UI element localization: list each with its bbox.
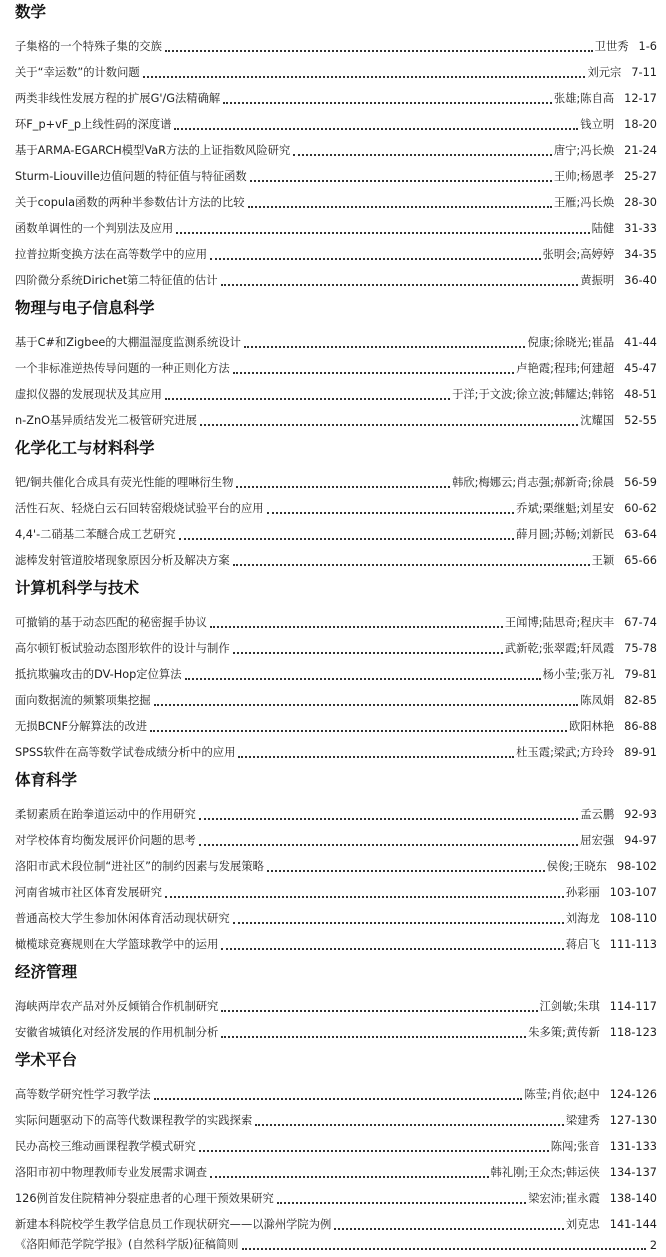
dot-leader — [185, 677, 541, 680]
entry-authors: 乔斌;栗继魁;刘星安 — [516, 502, 615, 515]
entry-authors: 刘克忠 — [565, 1218, 600, 1231]
entry-title: 虚拟仪器的发展现状及其应用 — [15, 388, 162, 401]
entry-pages: 52-55 — [624, 414, 657, 427]
entry-title: 抵抗欺骗攻击的DV-Hop定位算法 — [15, 668, 182, 681]
entry-title: 对学校体育均衡发展评价问题的思考 — [15, 834, 196, 847]
entry-pages: 25-27 — [624, 170, 657, 183]
section — [15, 768, 657, 960]
toc-entry[interactable] — [15, 926, 657, 952]
section-title: 计算机科学与技术 — [15, 579, 140, 597]
dot-leader — [210, 625, 503, 628]
entry-title: 海峡两岸农产品对外反倾销合作机制研究 — [15, 1000, 219, 1013]
toc-entry[interactable] — [15, 1154, 657, 1180]
dot-leader — [236, 485, 450, 488]
entry-pages: 131-133 — [609, 1140, 657, 1153]
section-spacer — [15, 288, 657, 296]
entry-pages: 94-97 — [624, 834, 657, 847]
toc-entry[interactable] — [15, 734, 657, 760]
dot-leader — [143, 75, 586, 78]
dot-leader — [221, 947, 564, 950]
entry-pages: 21-24 — [624, 144, 657, 157]
entry-authors: 杜玉霞;梁武;方玲玲 — [516, 746, 615, 759]
entry-authors: 唐宁;冯长焕 — [553, 144, 615, 157]
entry-authors: 王颖 — [591, 554, 615, 567]
entry-title: 基于ARMA-EGARCH模型VaR方法的上证指数风险研究 — [15, 144, 291, 157]
section — [15, 576, 657, 768]
entry-authors: 王帅;杨恩孝 — [553, 170, 615, 183]
toc-entry[interactable] — [15, 1206, 657, 1232]
entry-title: 高尔顿钉板试验动态图形软件的设计与制作 — [15, 642, 230, 655]
toc-entry[interactable] — [15, 106, 657, 132]
entry-title: 滤棒发射管道胶堵现象原因分析及解决方案 — [15, 554, 230, 567]
entry-title: 关于“幸运数”的计数问题 — [15, 66, 140, 79]
entry-authors: 江剑敏;朱琪 — [539, 1000, 600, 1013]
entry-pages: 114-117 — [609, 1000, 657, 1013]
toc-entry[interactable] — [15, 1128, 657, 1154]
toc-entry[interactable] — [15, 604, 657, 630]
entry-pages: 1-6 — [638, 40, 657, 53]
toc-entry[interactable] — [15, 630, 657, 656]
entry-authors: 沈耀国 — [580, 414, 615, 427]
entry-authors: 朱多策;黄传新 — [528, 1026, 600, 1039]
toc-entry[interactable] — [15, 184, 657, 210]
dot-leader — [199, 1149, 549, 1152]
dot-leader — [244, 345, 526, 348]
entry-title: 126例首发住院精神分裂症患者的心理干预效果研究 — [15, 1192, 274, 1205]
entry-authors: 武新乾;张翠霞;轩凤霞 — [504, 642, 615, 655]
entry-title: 关于copula函数的两种半参数估计方法的比较 — [15, 196, 245, 209]
entry-title: n-ZnO基异质结发光二极管研究进展 — [15, 414, 197, 427]
entry-pages: 118-123 — [609, 1026, 657, 1039]
dot-leader — [233, 563, 590, 566]
entry-title: 民办高校三维动画课程教学模式研究 — [15, 1140, 196, 1153]
entry-authors: 欧阳林艳 — [568, 720, 615, 733]
entry-title: 洛阳市武术段位制“进社区”的制约因素与发展策略 — [15, 860, 264, 873]
entry-pages: 31-33 — [624, 222, 657, 235]
entry-pages: 34-35 — [624, 248, 657, 261]
section-title: 学术平台 — [15, 1051, 78, 1069]
toc-entry[interactable] — [15, 28, 657, 54]
section — [15, 1048, 657, 1232]
dot-leader — [267, 869, 545, 872]
entry-authors: 倪康;徐晓光;崔晶 — [527, 336, 615, 349]
toc-entry[interactable] — [15, 822, 657, 848]
entry-authors: 屈宏强 — [580, 834, 615, 847]
dot-leader — [267, 511, 515, 514]
entry-pages: 7-11 — [631, 66, 657, 79]
dot-leader — [199, 843, 579, 846]
entry-pages: 141-144 — [609, 1218, 657, 1231]
toc-entry[interactable] — [15, 236, 657, 262]
entry-authors: 陆健 — [591, 222, 615, 235]
entry-authors: 卫世秀 — [594, 40, 629, 53]
entry-title: 活性石灰、轻烧白云石回转窑煅烧试验平台的应用 — [15, 502, 264, 515]
section-spacer — [15, 568, 657, 576]
entry-title: 四阶微分系统Dirichet第二特征值的估计 — [15, 274, 218, 287]
entry-authors: 钱立明 — [580, 118, 615, 131]
entry-pages: 45-47 — [624, 362, 657, 375]
section-title: 物理与电子信息科学 — [15, 299, 155, 317]
section — [15, 0, 657, 296]
dot-leader — [210, 257, 541, 260]
toc-entry[interactable] — [15, 874, 657, 900]
entry-pages: 67-74 — [624, 616, 657, 629]
entry-pages: 36-40 — [624, 274, 657, 287]
entry-authors: 陈闯;张音 — [550, 1140, 600, 1153]
toc-entry[interactable] — [15, 1076, 657, 1102]
entry-title: 基于C#和Zigbee的大棚温湿度监测系统设计 — [15, 336, 241, 349]
entry-pages: 56-59 — [624, 476, 657, 489]
entry-authors: 刘元宗 — [587, 66, 622, 79]
entry-title: 子集格的一个特殊子集的交族 — [15, 40, 162, 53]
dot-leader — [174, 127, 578, 130]
entry-pages: 103-107 — [609, 886, 657, 899]
dot-leader — [223, 101, 552, 104]
toc-entry[interactable] — [15, 708, 657, 734]
toc-entry[interactable] — [15, 682, 657, 708]
dot-leader — [233, 371, 515, 374]
section-spacer — [15, 952, 657, 960]
entry-pages: 111-113 — [609, 938, 657, 951]
entry-authors: 黄振明 — [580, 274, 615, 287]
dot-leader — [165, 49, 593, 52]
dot-leader — [248, 205, 552, 208]
section — [15, 296, 657, 436]
dot-leader — [150, 729, 567, 732]
entry-pages: 60-62 — [624, 502, 657, 515]
entry-authors: 王闻博;陆思奇;程庆丰 — [504, 616, 615, 629]
entry-authors: 孙彩丽 — [565, 886, 600, 899]
dot-leader — [221, 1035, 526, 1038]
toc-entry[interactable] — [15, 402, 657, 428]
entry-title: 钯/铜共催化合成具有荧光性能的哩啉衍生物 — [15, 476, 234, 489]
entry-authors: 张明会;高婷婷 — [542, 248, 615, 261]
toc-entry[interactable] — [15, 490, 657, 516]
toc-entry[interactable] — [15, 1014, 657, 1040]
toc-entry[interactable] — [15, 324, 657, 350]
entry-authors: 杨小莹;张万礼 — [542, 668, 615, 681]
entry-pages: 124-126 — [609, 1088, 657, 1101]
dot-leader — [334, 1227, 564, 1230]
toc-entry[interactable] — [15, 80, 657, 106]
entry-authors: 梁宏沛;崔永霞 — [528, 1192, 600, 1205]
dot-leader — [233, 651, 503, 654]
toc-entry[interactable] — [15, 988, 657, 1014]
toc-entry[interactable] — [15, 132, 657, 158]
section-spacer — [15, 760, 657, 768]
dot-leader — [210, 1175, 488, 1178]
entry-authors: 陈莹;肖依;赵中 — [524, 1088, 600, 1101]
entry-pages: 75-78 — [624, 642, 657, 655]
entry-title: 新建本科院校学生教学信息员工作现状研究——以滁州学院为例 — [15, 1218, 332, 1231]
entry-authors: 薛月圆;苏畅;刘新民 — [516, 528, 615, 541]
toc-entry[interactable] — [15, 158, 657, 184]
dot-leader — [255, 1123, 564, 1126]
toc-entry[interactable] — [15, 516, 657, 542]
dot-leader — [221, 1009, 537, 1012]
dot-leader — [165, 895, 564, 898]
dot-leader — [293, 153, 552, 156]
entry-title: 柔韧素质在跆拳道运动中的作用研究 — [15, 808, 196, 821]
entry-authors: 卢艳霞;程玮;何建超 — [516, 362, 615, 375]
toc-entry[interactable] — [15, 54, 657, 80]
dot-leader — [199, 817, 579, 820]
dot-leader — [165, 397, 450, 400]
entry-title: 无损BCNF分解算法的改进 — [15, 720, 148, 733]
section-title: 数学 — [15, 3, 47, 21]
toc-entry[interactable] — [15, 262, 657, 288]
entry-title: 环F_p+vF_p上线性码的深度谱 — [15, 118, 172, 131]
footer-title: 《洛阳师范学院学报》(自然科学版)征稿简则 — [15, 1238, 239, 1251]
section — [15, 436, 657, 576]
entry-pages: 86-88 — [624, 720, 657, 733]
entry-authors: 刘海龙 — [565, 912, 600, 925]
entry-title: SPSS软件在高等数学试卷成绩分析中的应用 — [15, 746, 236, 759]
entry-authors: 侯俊;王晓东 — [546, 860, 607, 873]
toc-entry[interactable] — [15, 350, 657, 376]
entry-title: 橄榄球竞赛规则在大学篮球教学中的运用 — [15, 938, 219, 951]
entry-authors: 韩欣;梅娜云;肖志强;郝新奇;徐晨 — [452, 476, 615, 489]
section — [15, 960, 657, 1048]
entry-title: 高等数学研究性学习教学法 — [15, 1088, 151, 1101]
toc-entry[interactable] — [15, 656, 657, 682]
toc-entry[interactable] — [15, 848, 657, 874]
entry-pages: 98-102 — [616, 860, 657, 873]
toc-entry[interactable] — [15, 210, 657, 236]
entry-title: 可撤销的基于动态匹配的秘密握手协议 — [15, 616, 208, 629]
entry-pages: 79-81 — [624, 668, 657, 681]
entry-pages: 82-85 — [624, 694, 657, 707]
entry-pages: 134-137 — [609, 1166, 657, 1179]
entry-authors: 于洋;于文波;徐立波;韩耀达;韩铭 — [452, 388, 615, 401]
entry-title: 一个非标准逆热传导问题的一种正则化方法 — [15, 362, 230, 375]
toc-entry[interactable] — [15, 376, 657, 402]
dot-leader — [154, 703, 579, 706]
entry-pages: 63-64 — [624, 528, 657, 541]
entry-pages: 92-93 — [624, 808, 657, 821]
entry-authors: 张雄;陈自高 — [553, 92, 615, 105]
dot-leader — [250, 179, 552, 182]
entry-pages: 108-110 — [609, 912, 657, 925]
dot-leader — [154, 1097, 523, 1100]
dot-leader — [200, 423, 578, 426]
section-title: 经济管理 — [15, 963, 78, 981]
toc-entry[interactable] — [15, 542, 657, 568]
section-title: 化学化工与材料科学 — [15, 439, 155, 457]
entry-authors: 陈凤娟 — [580, 694, 615, 707]
entry-title: 洛阳市初中物理教师专业发展需求调查 — [15, 1166, 208, 1179]
dot-leader — [179, 537, 514, 540]
entry-title: 两类非线性发展方程的扩展G'/G法精确解 — [15, 92, 221, 105]
entry-pages: 89-91 — [624, 746, 657, 759]
toc-entry[interactable] — [15, 796, 657, 822]
entry-pages: 127-130 — [609, 1114, 657, 1127]
section-spacer — [15, 428, 657, 436]
entry-title: Sturm-Liouville边值问题的特征值与特征函数 — [15, 170, 247, 183]
footer-page: 2 — [649, 1239, 657, 1252]
entry-authors: 王雁;冯长焕 — [553, 196, 615, 209]
dot-leader — [176, 231, 589, 234]
entry-title: 实际问题驱动下的高等代数课程教学的实践探索 — [15, 1114, 253, 1127]
entry-authors: 蒋启飞 — [565, 938, 600, 951]
entry-authors: 孟云鹏 — [580, 808, 615, 821]
entry-authors: 韩礼刚;王众杰;韩运侠 — [490, 1166, 600, 1179]
toc-entry[interactable] — [15, 1102, 657, 1128]
entry-title: 普通高校大学生参加休闲体育活动现状研究 — [15, 912, 230, 925]
dot-leader — [233, 921, 564, 924]
entry-pages: 65-66 — [624, 554, 657, 567]
entry-title: 函数单调性的一个判别法及应用 — [15, 222, 174, 235]
entry-pages: 18-20 — [624, 118, 657, 131]
footer-entry[interactable] — [15, 1236, 657, 1252]
entry-title: 河南省城市社区体育发展研究 — [15, 886, 162, 899]
entry-pages: 48-51 — [624, 388, 657, 401]
entry-pages: 12-17 — [624, 92, 657, 105]
entry-pages: 28-30 — [624, 196, 657, 209]
section-spacer — [15, 1040, 657, 1048]
entry-title: 4,4'-二硝基二苯醚合成工艺研究 — [15, 528, 176, 541]
dot-leader — [238, 755, 514, 758]
toc-entry[interactable] — [15, 464, 657, 490]
toc-entry[interactable] — [15, 900, 657, 926]
dot-leader — [242, 1247, 645, 1250]
entry-title: 安徽省城镇化对经济发展的作用机制分析 — [15, 1026, 219, 1039]
dot-leader — [221, 283, 579, 286]
section-title: 体育科学 — [15, 771, 78, 789]
entry-pages: 138-140 — [609, 1192, 657, 1205]
entry-pages: 41-44 — [624, 336, 657, 349]
entry-title: 拉普拉斯变换方法在高等数学中的应用 — [15, 248, 208, 261]
toc-entry[interactable] — [15, 1180, 657, 1206]
entry-authors: 梁建秀 — [565, 1114, 600, 1127]
entry-title: 面向数据流的频繁项集挖掘 — [15, 694, 151, 707]
dot-leader — [277, 1201, 526, 1204]
